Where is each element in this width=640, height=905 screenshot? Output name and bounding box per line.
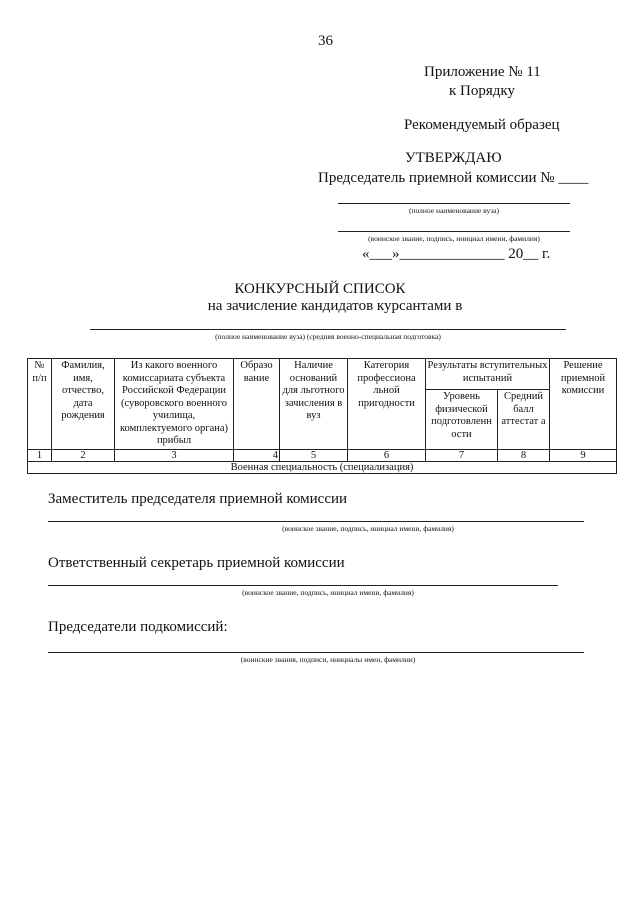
- header-education: Образо вание: [234, 359, 280, 450]
- title-caption: (полное наименование вуза) (средняя военно-специальная подготовка): [215, 332, 441, 341]
- header-results: Результаты вступительных испытаний: [426, 359, 550, 390]
- approval-signature-line: [338, 231, 570, 232]
- deputy-chair-label: Заместитель председателя приемной комиссии: [48, 491, 348, 507]
- column-number: 6: [348, 449, 426, 461]
- secretary-label: Ответственный секретарь приемной комиссии: [48, 555, 345, 571]
- secretary-signature-caption: (воинское звание, подпись, инициал имени, фамилия): [242, 588, 414, 597]
- sample-note: Рекомендуемый образец: [404, 117, 560, 133]
- table-header-row: [28, 359, 617, 390]
- header-decision: Решение приемной комиссии: [550, 359, 617, 450]
- header-physical-level: Уровень физической подготовленн ости: [426, 390, 498, 449]
- page-number: 36: [318, 33, 333, 49]
- approval-signature-caption: (воинское звание, подпись, инициал имени, фамилия): [368, 234, 540, 243]
- list-title: КОНКУРСНЫЙ СПИСОК: [234, 281, 406, 297]
- specialty-label: Военная специальность (специализация): [28, 461, 617, 473]
- column-number: 3: [115, 449, 234, 461]
- secretary-signature-line: [48, 585, 558, 586]
- approval-heading: УТВЕРЖДАЮ: [405, 150, 502, 166]
- header-average-score: Средний балл аттестат а: [498, 390, 550, 449]
- title-underline: [90, 329, 566, 330]
- column-number: 8: [498, 449, 550, 461]
- column-number: 9: [550, 449, 617, 461]
- header-origin: Из какого военного комиссариата субъекта Российской Федерации (суворовского военного училища, комплектуемого органа) прибыл: [115, 359, 234, 450]
- deputy-signature-line: [48, 521, 584, 522]
- university-caption: (полное наименование вуза): [409, 206, 499, 215]
- column-number: 4: [234, 449, 280, 461]
- header-privilege: Наличие оснований для льготного зачисления в вуз: [280, 359, 348, 450]
- table-specialty-row: [28, 461, 617, 473]
- university-line: [338, 203, 570, 204]
- deputy-signature-caption: (воинское звание, подпись, инициал имени, фамилия): [282, 524, 454, 533]
- column-number: 7: [426, 449, 498, 461]
- column-number: 2: [52, 449, 115, 461]
- appendix-reference: к Порядку: [449, 83, 515, 99]
- header-number: № п/п: [28, 359, 52, 450]
- column-number: 5: [280, 449, 348, 461]
- subcommittee-label: Председатели подкомиссий:: [48, 619, 228, 635]
- approval-chair: Председатель приемной комиссии № ____: [318, 170, 589, 186]
- competition-list-table: [27, 358, 617, 474]
- header-category: Категория профессиона льной пригодности: [348, 359, 426, 450]
- approval-date: «___»______________ 20__ г.: [362, 246, 551, 262]
- list-subtitle: на зачисление кандидатов курсантами в: [207, 298, 463, 314]
- table-number-row: [28, 449, 617, 461]
- subcommittee-signature-caption: (воинские звания, подписи, инициалы имен, фамилии): [240, 655, 416, 664]
- column-number: 1: [28, 449, 52, 461]
- header-name: Фамилия, имя, отчество, дата рождения: [52, 359, 115, 450]
- appendix-number: Приложение № 11: [424, 64, 541, 80]
- subcommittee-signature-line: [48, 652, 584, 653]
